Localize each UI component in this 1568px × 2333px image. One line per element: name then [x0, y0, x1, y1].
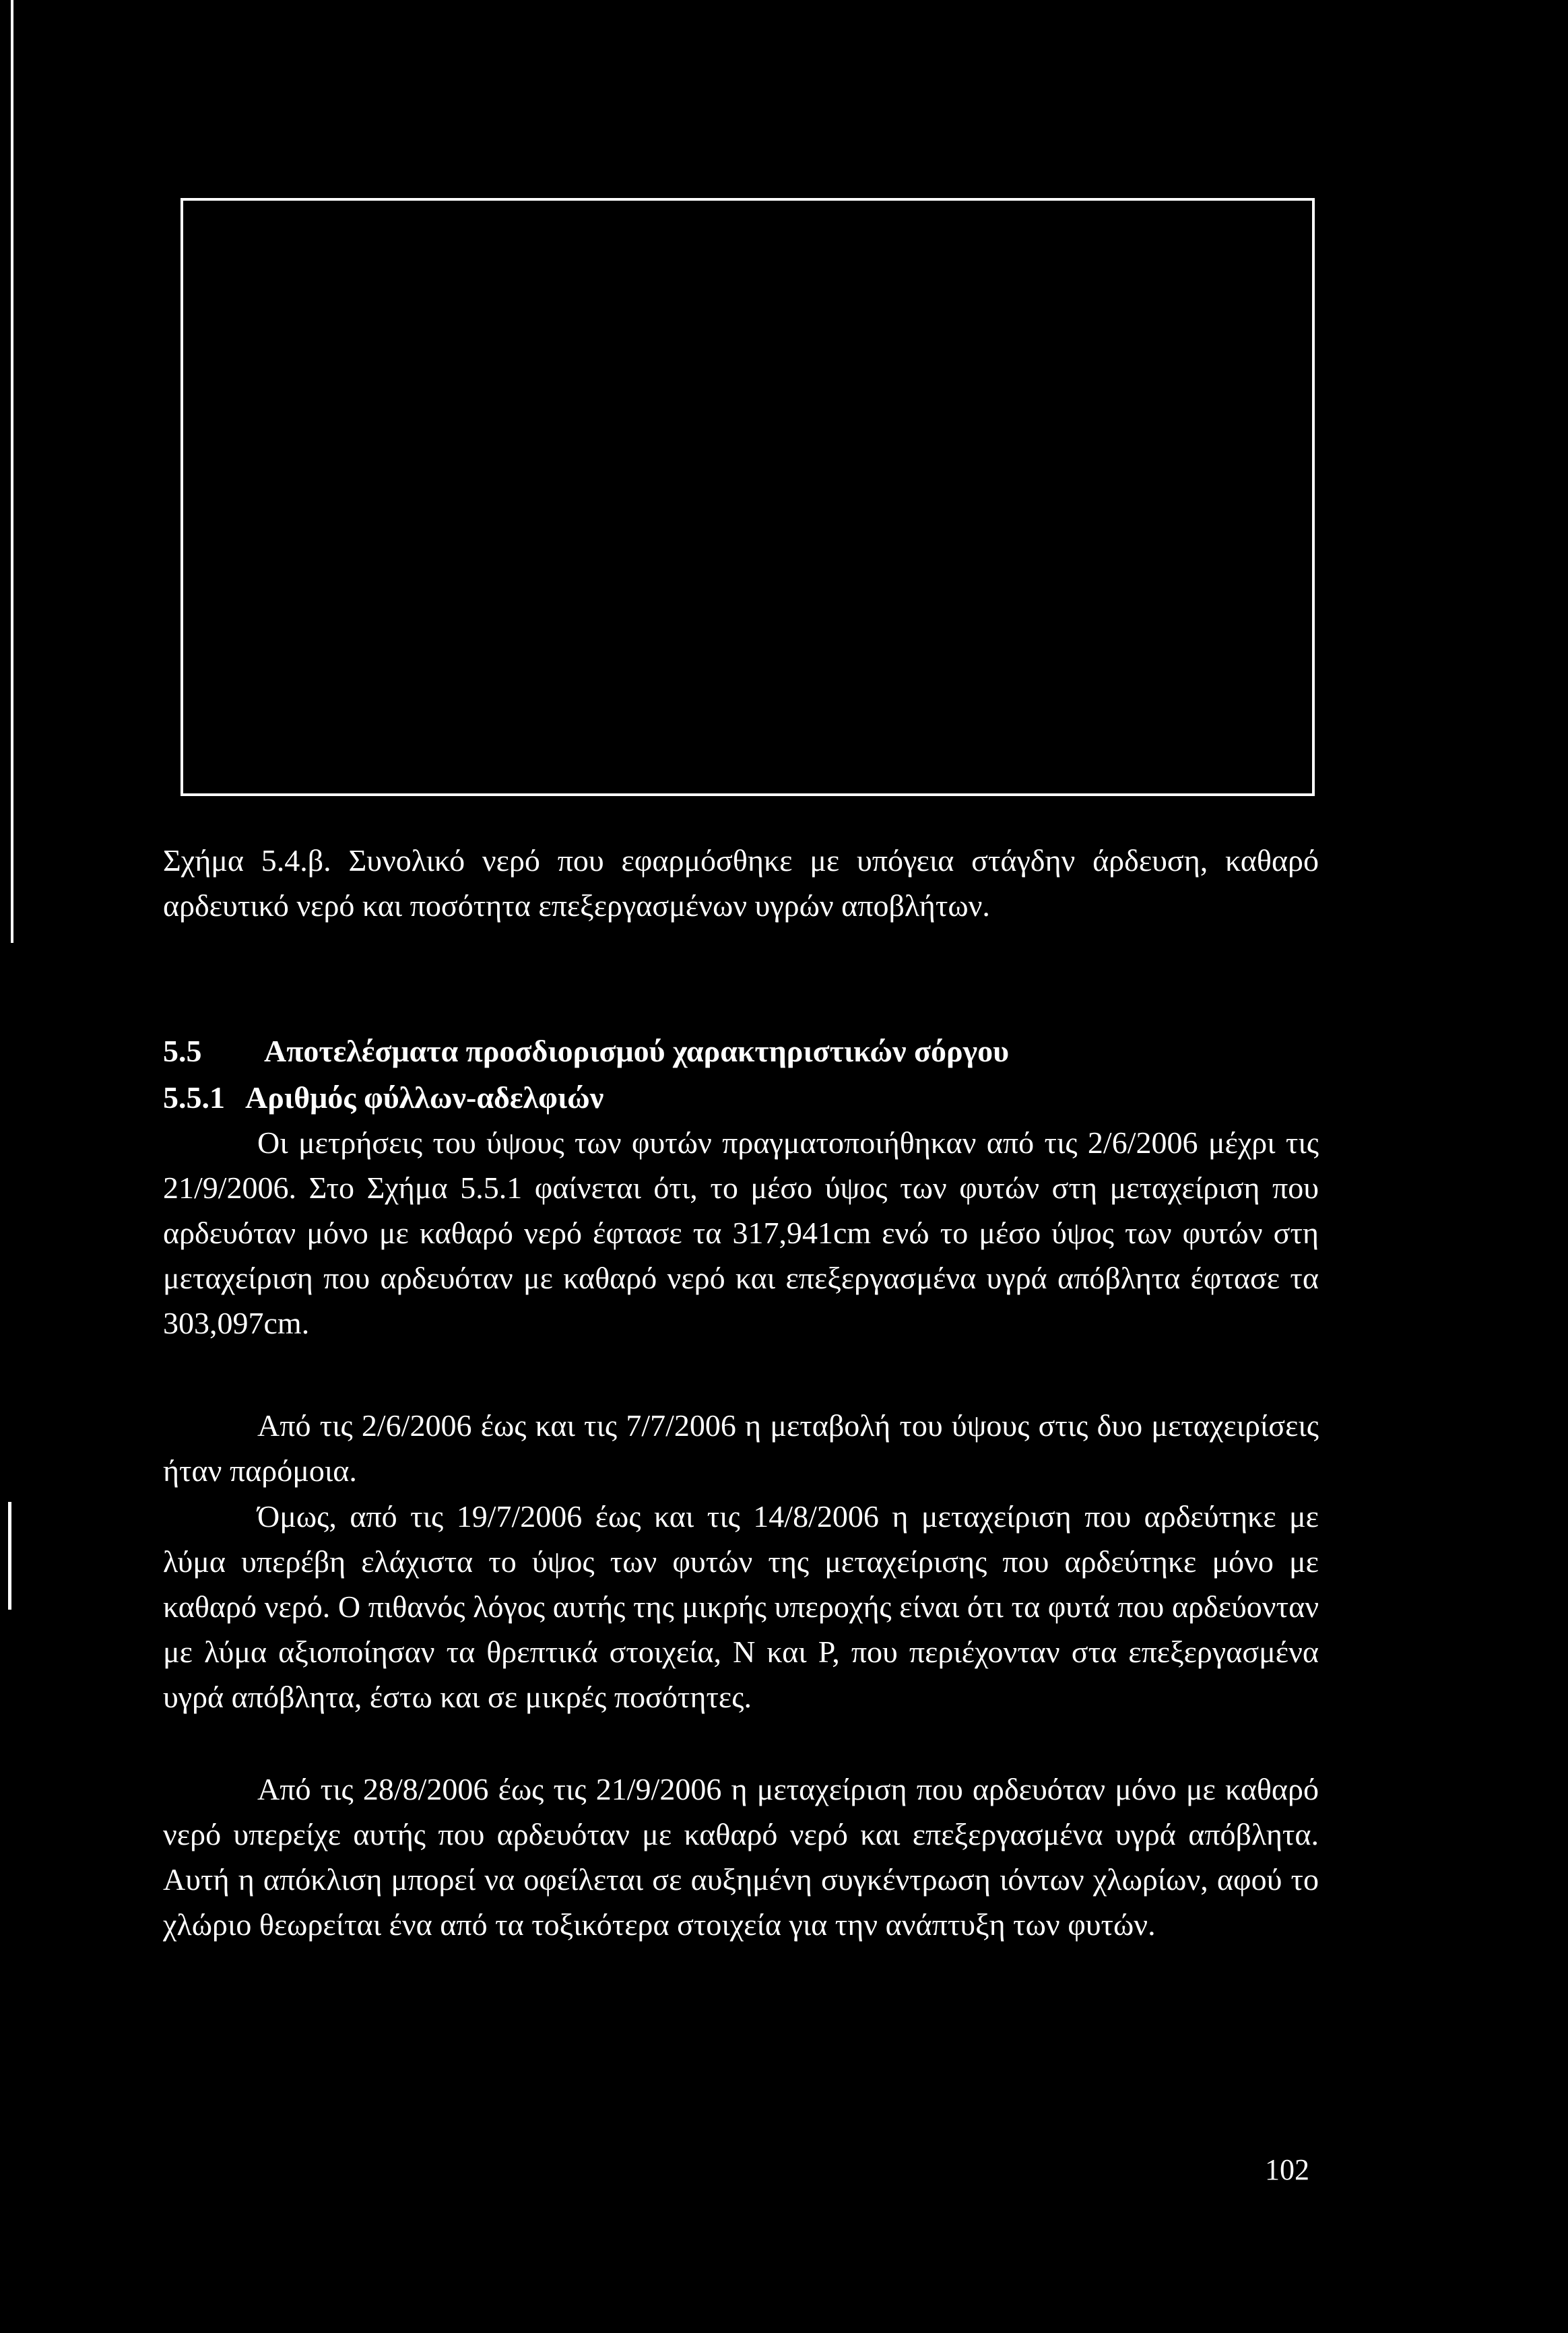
paragraph-1-text: Οι μετρήσεις του ύψους των φυτών πραγματοποιήθηκαν από τις 2/6/2006 μέχρι τις 21/9/2006. Στο Σχήμα 5.5.1 φαίνεται ότι, το μέσο ύψος των φυτών στη μεταχείριση που αρδευόταν μόνο με καθαρό νερό έφτασε τα 317,941cm ενώ το μέσο ύψος των φυτών στη μεταχείριση που αρδευόταν με καθαρό νερό και επεξεργασμένα υγρά απόβλητα έφτασε τα 303,097cm.: [163, 1125, 1319, 1340]
paragraph-2: [163, 1403, 1319, 1493]
paragraph-2-text: Από τις 2/6/2006 έως και τις 7/7/2006 η μεταβολή του ύψους στις δυο μεταχειρίσεις ήταν παρόμοια.: [163, 1408, 1319, 1488]
paragraph-1: [163, 1120, 1319, 1346]
scan-edge-line-top: [11, 0, 13, 943]
scan-edge-line-bottom: [8, 1502, 11, 1610]
subsection-heading: [163, 1075, 603, 1120]
figure-caption: Σχήμα 5.4.β. Συνολικό νερό που εφαρμόσθηκε με υπόγεια στάγδην άρδευση, καθαρό αρδευτικό νερό και ποσότητα επεξεργασμένων υγρών αποβλήτων.: [163, 843, 1319, 923]
subsection-number: 5.5.1: [163, 1080, 225, 1115]
figure-frame: [181, 198, 1315, 796]
page-number: 102: [1265, 2153, 1309, 2186]
subsection-title: Αριθμός φύλλων-αδελφιών: [245, 1080, 604, 1115]
paragraph-3: [163, 1494, 1319, 1719]
paragraph-3-text: Όμως, από τις 19/7/2006 έως και τις 14/8/2006 η μεταχείριση που αρδεύτηκε με λύμα υπερέβη ελάχιστα το ύψος των φυτών της μεταχείρισης που αρδεύτηκε μόνο με καθαρό νερό. Ο πιθανός λόγος αυτής της μικρής υπεροχής είναι ότι τα φυτά που αρδεύονταν με λύμα αξιοποίησαν τα θρεπτικά στοιχεία, Ν και Ρ, που περιέχονταν στα επεξεργασμένα υγρά απόβλητα, έστω και σε μικρές ποσότητες.: [163, 1499, 1319, 1714]
paragraph-4: [163, 1767, 1319, 1947]
section-title: Αποτελέσματα προσδιορισμού χαρακτηριστικών σόργου: [264, 1034, 1010, 1068]
section-heading: [163, 1028, 1009, 1074]
paragraph-4-text: Από τις 28/8/2006 έως τις 21/9/2006 η μεταχείριση που αρδευόταν μόνο με καθαρό νερό υπερείχε αυτής που αρδευόταν με καθαρό νερό και επεξεργασμένα υγρά απόβλητα. Αυτή η απόκλιση μπορεί να οφείλεται σε αυξημένη συγκέντρωση ιόντων χλωρίων, αφού το χλώριο θεωρείται ένα από τα τοξικότερα στοιχεία για την ανάπτυξη των φυτών.: [163, 1772, 1319, 1942]
section-number: 5.5: [163, 1034, 202, 1068]
